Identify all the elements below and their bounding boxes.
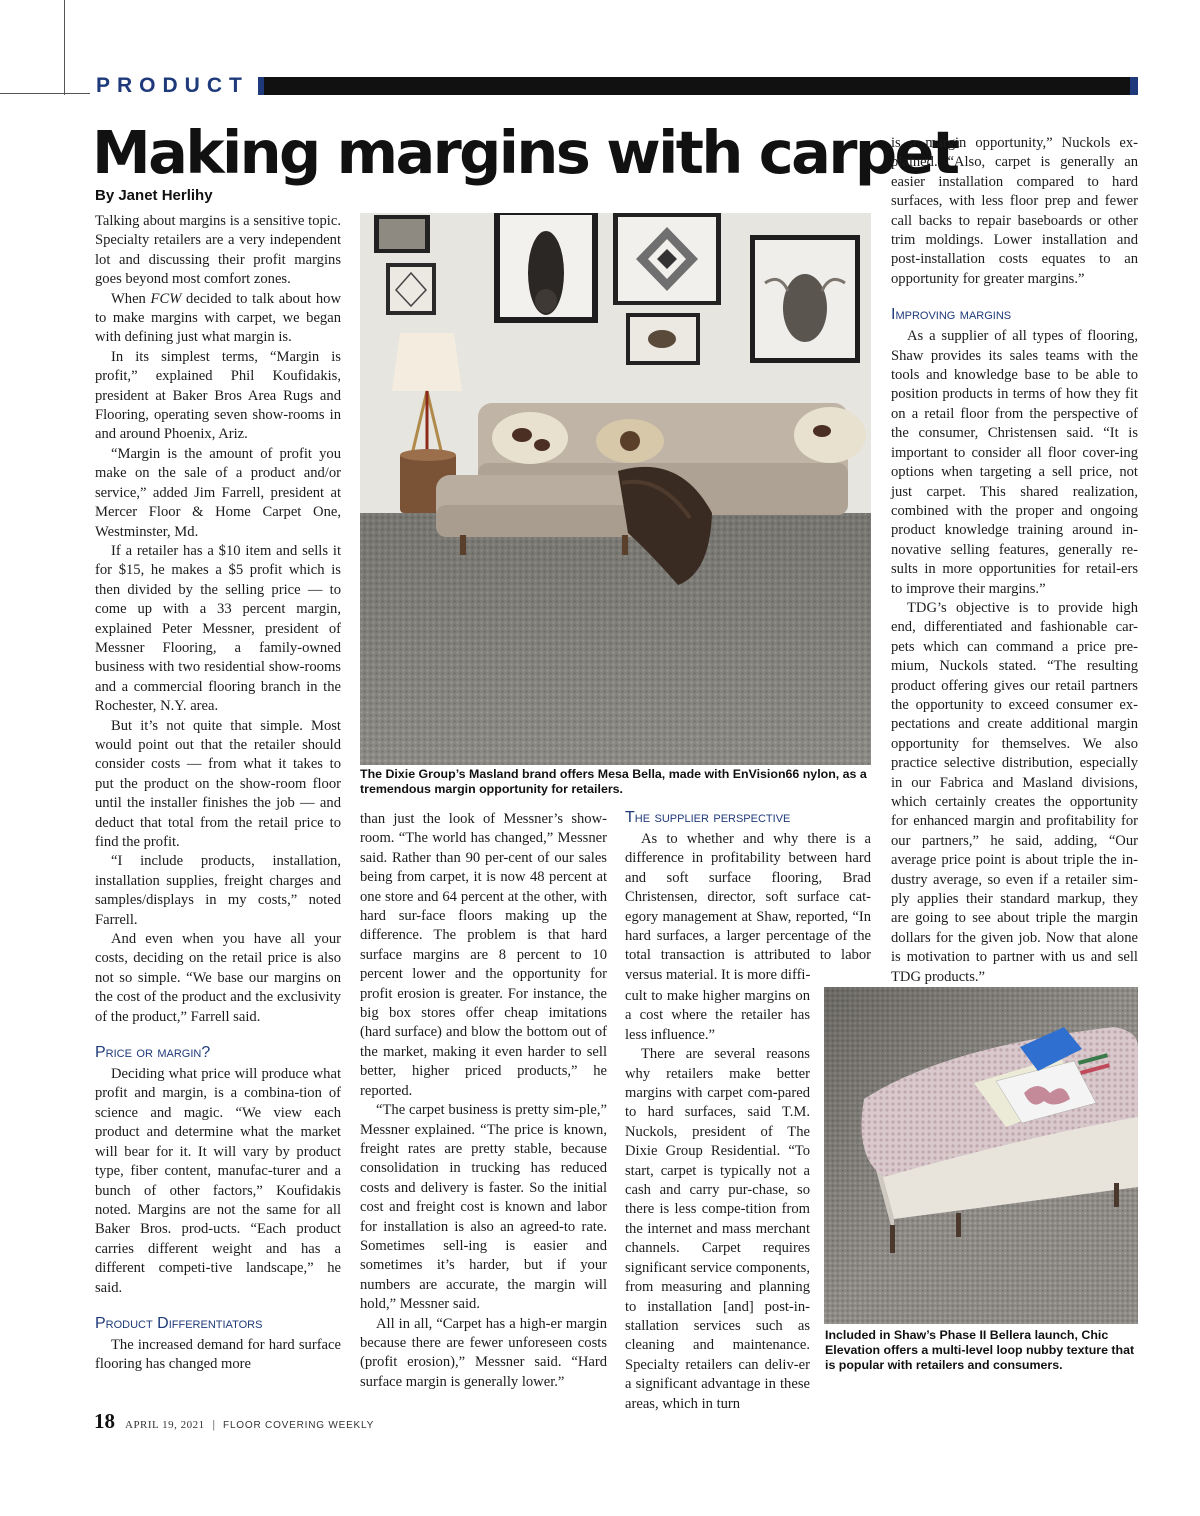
publication-name: FLOOR COVERING WEEKLY — [223, 1420, 375, 1431]
paragraph: If a retailer has a $10 item and sells it for $15, he makes a $5 profit which is then divided by the selling price — to come up with a 33 percent margin, explained Peter Messner, president of Messner Flooring, a family-owned business with two residential show-rooms and a commercial flooring branch in the Rochester, N.Y. area. — [95, 542, 341, 715]
page-number: 18 — [94, 1409, 115, 1433]
issue-date: APRIL 19, 2021 — [125, 1419, 205, 1431]
paragraph: And even when you have all your costs, deciding on the retail price is also not so simple. “We base our margins on the cost of the product and the exclusivity of the product,” Farrell said. — [95, 931, 341, 1025]
paragraph: All in all, “Carpet has a high-er margin because there are fewer unforeseen costs (profit erosion),” Messner said. “Hard surface margin is generally lower.” — [360, 1315, 607, 1390]
paragraph: “I include products, installation, installation supplies, freight charges and samples/displays in my costs,” noted Farrell. — [95, 853, 341, 928]
paragraph: As a supplier of all types of flooring, Shaw provides its sales teams with the tools and knowledge base to be able to position products in terms of how they fit on a retail floor from the perspective of the consumer, Christensen said. “It is important to consider all floor cover-ing options when targeting a sell price, not just carpet. This shared realization, combined with the proper and ongoing product knowledge training around in-novative selling features, generally re-sults in more opportunities for retail-ers to improve their margins.” — [891, 328, 1138, 597]
paragraph: Talking about margins is a sensitive topic. Specialty retailers are a very independent lot and discussing their profit margins goes beyond most comfort zones. — [95, 213, 341, 288]
living-room-carpet-photo — [360, 213, 871, 765]
footer-separator: | — [212, 1417, 216, 1431]
subhead-product-differentiators: Product Differentiators — [95, 1314, 263, 1332]
paragraph: TDG’s objective is to provide high end, differentiated and fashionable car-pets which can command a price pre-mium, Nuckols stated. “The resulting product offering gives our retail partners the opportunity to exceed consumer ex-pectations and create additional margin opportunity for themselves. We also practice selective distribution, especially in our Fabrica and Masland divisions, which certainly creates the opportunity for enhanced margin and profitability for our partners,” he said, adding, “Our average price point is about triple the in-dustry average, so even if a retailer sim-ply applies their standard markup, they are going to see about triple the margin dollars for the given job. Now that alone is motivation to partner with us and sell TDG products.” — [891, 599, 1138, 985]
paragraph: But it’s not quite that simple. Most would point out that the retailer should consider costs — from what it takes to put the product on the show-room floor until the installer finishes the job — and deduct that total from the retail price to find the profit. — [95, 717, 341, 850]
article-column-3-narrow — [625, 987, 810, 1414]
text-run: When — [111, 290, 151, 307]
article-column-3 — [625, 808, 871, 985]
page-footer — [94, 1409, 374, 1434]
paragraph: cult to make higher margins on a cost where the retailer has less influence.” — [625, 988, 810, 1043]
crop-mark-vertical — [64, 0, 65, 95]
article-column-4 — [891, 134, 1138, 987]
crop-mark-horizontal — [0, 93, 90, 94]
subhead-improving-margins: Improving margins — [891, 306, 1012, 324]
paragraph: “Margin is the amount of profit you make on the sale of a product and/or service,” added Jim Farrell, president at Mercer Floor & Home Carpet One, Westminster, Md. — [95, 445, 341, 540]
byline: By Janet Herlihy — [95, 187, 213, 204]
photo-caption-2: Included in Shaw’s Phase II Bellera launch, Chic Elevation offers a multi-level loop nubby texture that is popular with retailers and consumers. — [825, 1328, 1135, 1372]
paragraph: Deciding what price will produce what profit and margin, is a combina-tion of science and magic. “We view each product and determine what the market will bear for it. It will vary by product type, fiber content, manufac-turer and a bunch of other factors,” Koufidakis noted. Margins are not the same for all Baker Bros. prod-ucts. “Each product carries different weight and has a different competi-tive landscape,” he said. — [95, 1066, 341, 1296]
subhead-supplier-perspective: The supplier perspective — [625, 809, 791, 826]
headline: Making margins with carpet — [92, 118, 958, 187]
paragraph: The increased demand for hard surface flooring has changed more — [95, 1336, 341, 1373]
section-label: PRODUCT — [96, 74, 249, 97]
paragraph: is a margin opportunity,” Nuckols ex-plained. “Also, carpet is generally an easier installation compared to hard surfaces, with less floor prep and fewer call backs to repair baseboards or other trim moldings. Lower installation and post-installation costs equates to an opportunity for greater margins.” — [891, 135, 1138, 287]
paragraph: “The carpet business is pretty sim-ple,” Messner explained. “The price is known, freight rates are pretty stable, because consolidation in trucking has reduced costs and delivery is faster. So the initial cost and freight cost is known and labor for installation is also an agreed-to rate. Sometimes sell-ing is easier and sometimes it’s harder, but if your numbers are accurate, the margin will hold,” Messner said. — [360, 1102, 607, 1313]
paragraph: As to whether and why there is a difference in profitability between hard and soft surface flooring, Brad Christensen, director, soft surface cat-egory management at Shaw, reported, “In hard surfaces, a larger percentage of the total transaction is attributed to labor versus material. It is more diffi- — [625, 831, 871, 983]
article-column-1 — [95, 212, 341, 1375]
paragraph: than just the look of Messner’s show-room. “The world has changed,” Messner said. Rather than 90 per-cent of our sales being from carpet, it is now 48 percent at one store and 64 percent at the other, with hard sur-face floors making up the difference. The problem is that hard surface margins are 8 percent to 10 percent lower and the opportunity for profit erosion is greater. For instance, the big box stores offer cheap imitations (hard surface) and blow the bottom out of the market, making it even harder to sell better, higher priced products,” he reported. — [360, 811, 607, 1099]
article-column-2 — [360, 810, 607, 1392]
paragraph — [95, 290, 341, 348]
section-bar-accent — [258, 77, 264, 95]
subhead-price-or-margin: Price or margin? — [95, 1044, 211, 1062]
section-bar — [258, 77, 1138, 95]
publication-abbrev: FCW — [150, 290, 182, 307]
section-bar-end-accent — [1130, 77, 1138, 95]
paragraph: In its simplest terms, “Margin is profit,” explained Phil Koufidakis, president at Baker Bros Area Rugs and Flooring, operating seven show-rooms in and around Phoenix, Ariz. — [95, 348, 341, 443]
photo-caption-1: The Dixie Group’s Masland brand offers Mesa Bella, made with EnVision66 nylon, as a tremendous margin opportunity for retailers. — [360, 767, 867, 796]
text-run: decided to talk about how to make margins with carpet, we began with defining just what margin is. — [95, 290, 341, 346]
paragraph: There are several reasons why retailers make better margins with carpet com-pared to hard surfaces, said T.M. Nuckols, president of The Dixie Group Residential. “To start, carpet is typically not a cash and carry pur-chase, so there is less compe-tition from the internet and mass merchant channels. Carpet requires significant service components, from measuring and planning to installation [and] post-in-stallation services such as cleaning and maintenance. Specialty retailers can deliv-er a significant advantage in these areas, which in turn — [625, 1046, 810, 1412]
ottoman-carpet-photo — [824, 987, 1138, 1324]
